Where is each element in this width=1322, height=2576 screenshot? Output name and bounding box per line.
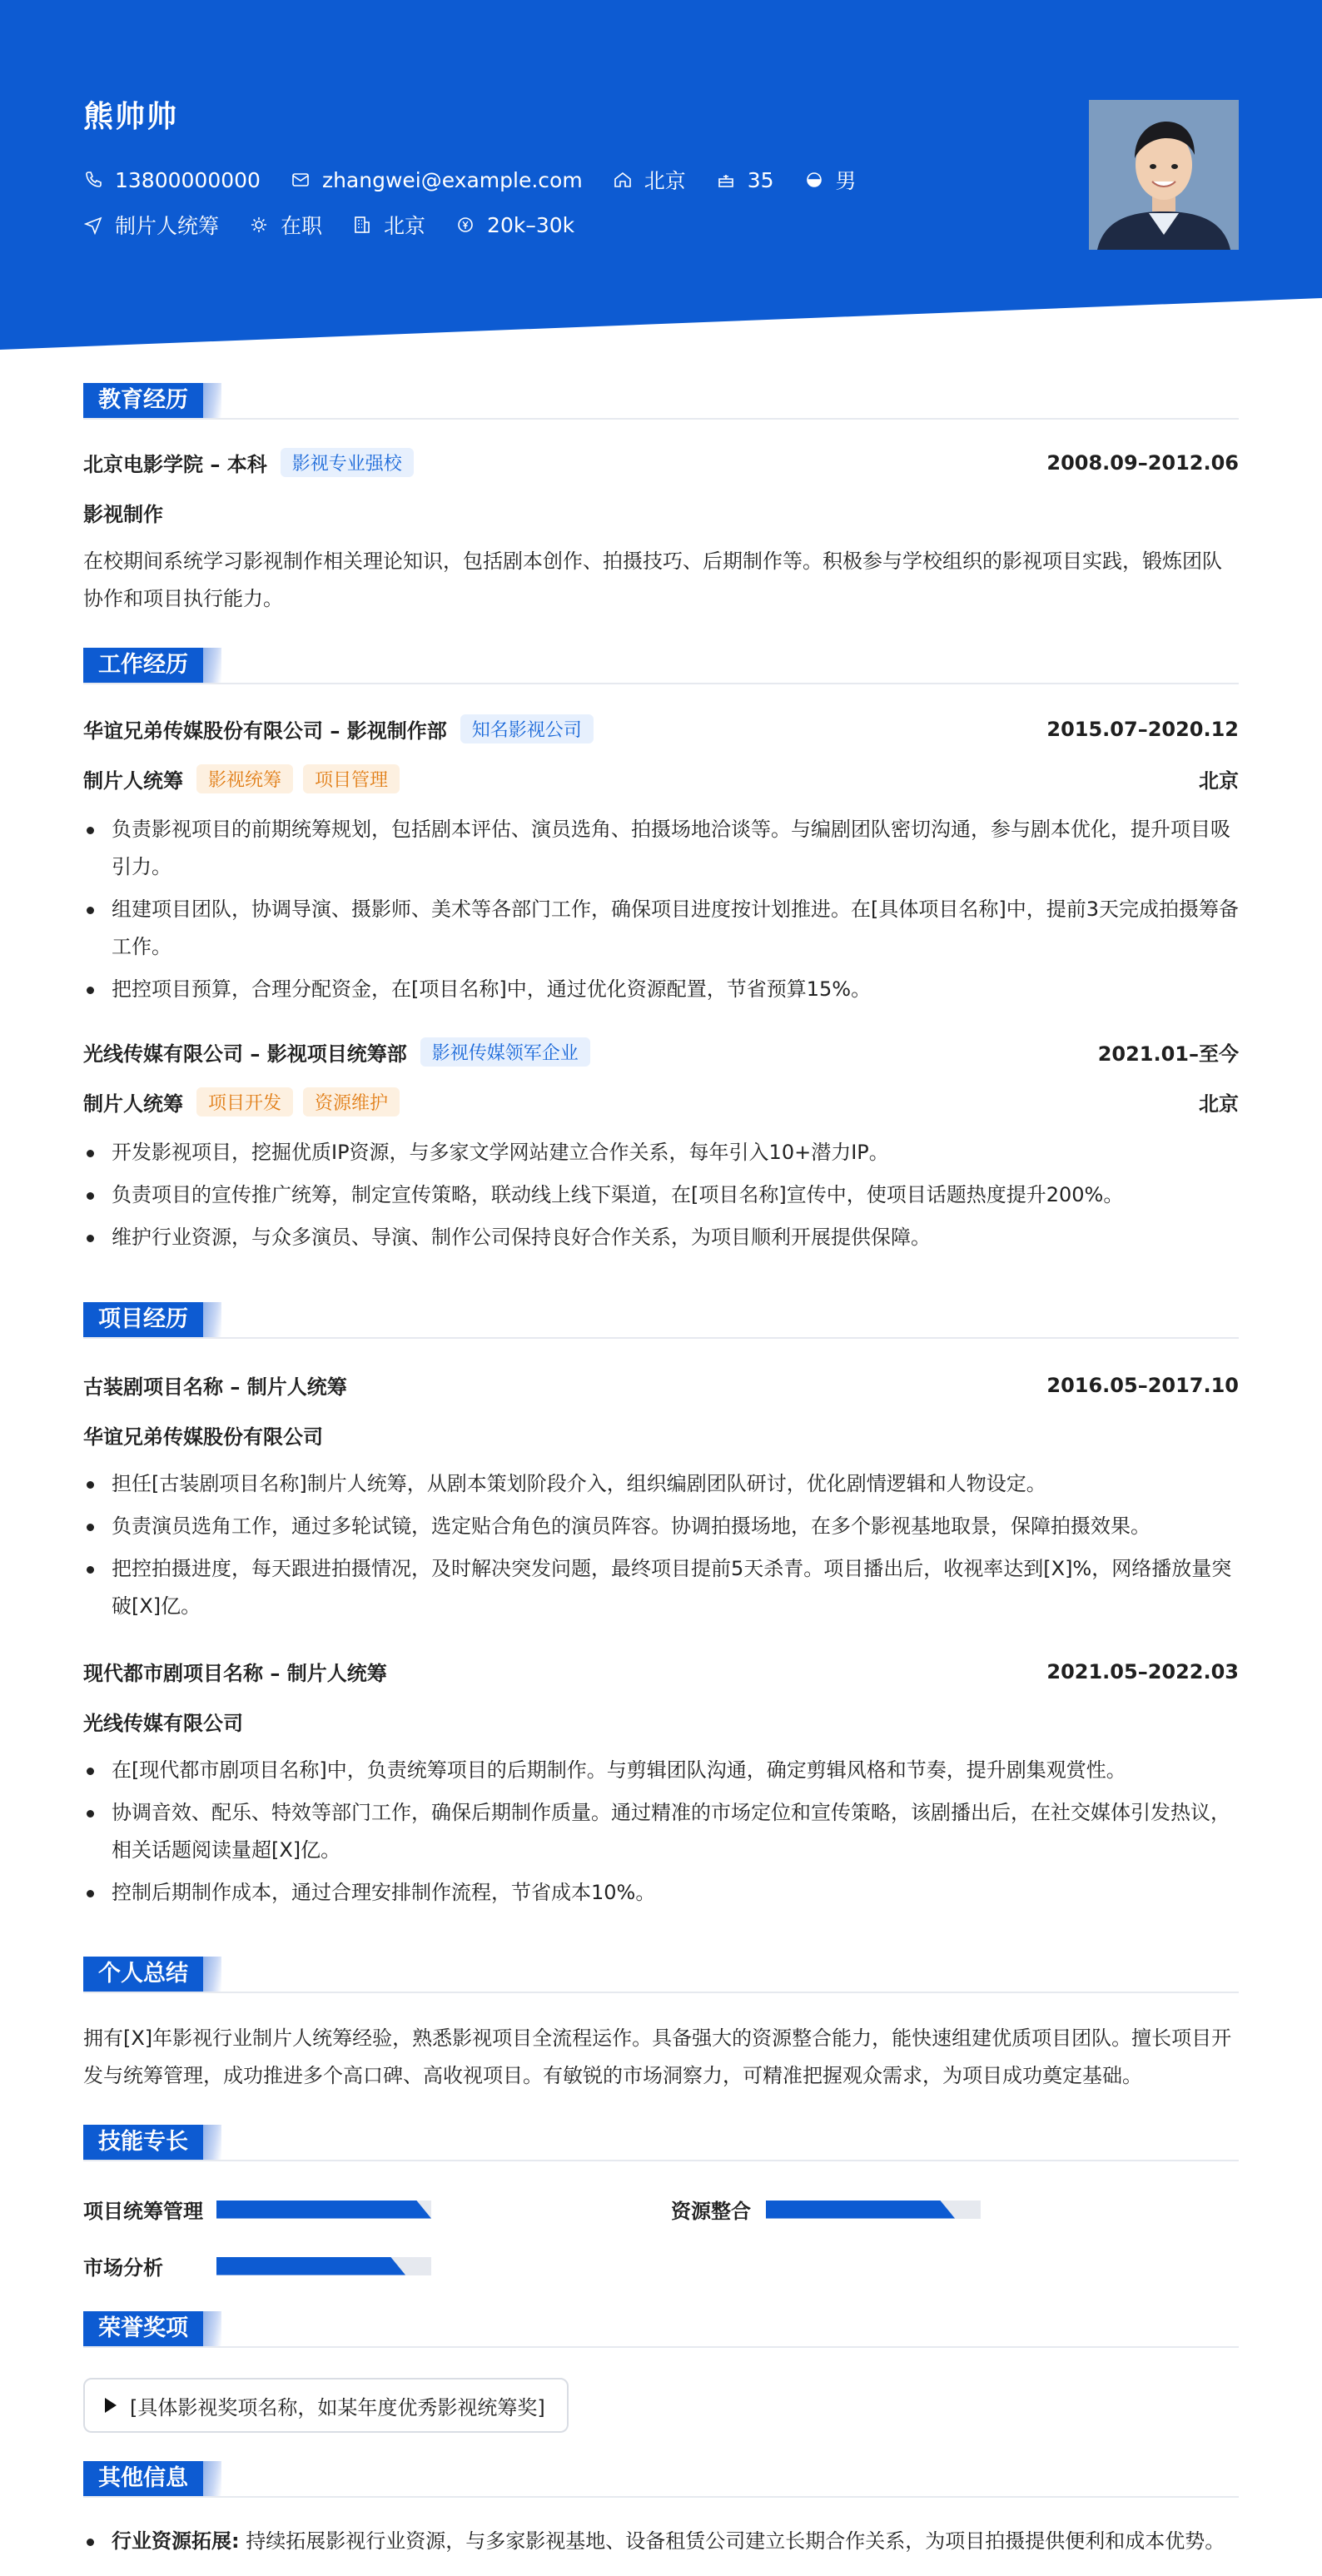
list-item: 负责演员选角工作，通过多轮试镜，选定贴合角色的演员阵容。协调拍摄场地，在多个影视基地取景，保障拍摄效果。 <box>83 1508 1239 1545</box>
project-bullets-1 <box>83 1465 1239 1630</box>
list-item: 担任[古装剧项目名称]制片人统筹，从剧本策划阶段介入，组织编剧团队研讨，优化剧情逻辑和人物设定。 <box>83 1465 1239 1503</box>
send-icon <box>83 215 103 235</box>
work-tag: 资源维护 <box>303 1087 400 1116</box>
position-item <box>83 210 219 240</box>
phone-item <box>83 168 261 192</box>
education-header <box>83 448 1239 477</box>
award-item[interactable] <box>83 2378 569 2433</box>
work-date: 2015.07–2020.12 <box>1046 717 1239 741</box>
skill-bar <box>216 2201 431 2219</box>
section-summary <box>83 1957 1239 1993</box>
section-title-other: 其他信息 <box>83 2461 203 2496</box>
city-text: 北京 <box>644 169 686 193</box>
age-text: 35 <box>747 167 774 192</box>
list-item: 维护行业资源，与众多演员、导演、制作公司保持良好合作关系，为项目顺利开展提供保障。 <box>83 1219 1239 1256</box>
skill-name: 市场分析 <box>83 2256 163 2280</box>
home-icon <box>613 170 633 190</box>
gender-item <box>804 165 857 195</box>
work-tag: 项目管理 <box>303 764 400 793</box>
salary-text: 20k–30k <box>487 212 575 237</box>
phone-icon <box>83 170 103 190</box>
project-company: 华谊兄弟传媒股份有限公司 <box>83 1425 323 1449</box>
list-item <box>83 2523 1239 2560</box>
project-header-2 <box>83 1657 1239 1686</box>
section-title-education: 教育经历 <box>83 383 203 418</box>
work-bullets-1 <box>83 811 1239 1013</box>
list-item: 开发影视项目，挖掘优质IP资源，与多家文学网站建立合作关系，每年引入10+潜力IP。 <box>83 1134 1239 1171</box>
list-item: 把控项目预算，合理分配资金，在[项目名称]中，通过优化资源配置，节省预算15%。 <box>83 971 1239 1008</box>
avatar <box>1089 100 1239 250</box>
gender-text: 男 <box>835 169 857 193</box>
play-icon <box>105 2398 117 2413</box>
skill-item <box>83 2195 431 2224</box>
cake-icon <box>716 170 736 190</box>
section-title-skills: 技能专长 <box>83 2125 203 2160</box>
list-item: 控制后期制作成本，通过合理安排制作流程，节省成本10%。 <box>83 1874 1239 1912</box>
section-title-awards: 荣誉奖项 <box>83 2311 203 2346</box>
skill-fill <box>766 2201 955 2219</box>
section-other <box>83 2461 1239 2498</box>
coin-icon <box>455 215 475 235</box>
status-item <box>249 210 322 240</box>
project-date: 2016.05–2017.10 <box>1046 1373 1239 1397</box>
section-work <box>83 648 1239 684</box>
skill-name: 项目统筹管理 <box>83 2200 203 2223</box>
email-text: zhangwei@example.com <box>321 167 583 192</box>
company-name: 华谊兄弟传媒股份有限公司 – 影视制作部 <box>83 719 447 743</box>
target-city-item <box>352 210 425 240</box>
position-text: 制片人统筹 <box>115 214 220 238</box>
mail-icon <box>291 170 311 190</box>
job-intent-row <box>83 210 604 240</box>
list-item: 把控拍摄进度，每天跟进拍摄情况，及时解决突发问题，最终项目提前5天杀青。项目播出后，收视率达到[X]%，网络播放量突破[X]亿。 <box>83 1550 1239 1625</box>
skill-item <box>83 2251 431 2280</box>
list-item: 负责影视项目的前期统筹规划，包括剧本评估、演员选角、拍摄场地洽谈等。与编剧团队密切沟通，参与剧本优化，提升项目吸引力。 <box>83 811 1239 886</box>
work-role-row-1 <box>83 764 1239 793</box>
list-item: 在[现代都市剧项目名称]中，负责统筹项目的后期制作。与剪辑团队沟通，确定剪辑风格和节奏，提升剧集观赏性。 <box>83 1752 1239 1789</box>
work-role-row-2 <box>83 1087 1239 1116</box>
education-major: 影视制作 <box>83 503 163 526</box>
company-name: 光线传媒有限公司 – 影视项目统筹部 <box>83 1042 407 1066</box>
project-date: 2021.05–2022.03 <box>1046 1659 1239 1683</box>
skill-name: 资源整合 <box>671 2200 751 2223</box>
work-header-2 <box>83 1037 1239 1067</box>
other-list <box>83 2523 1239 2565</box>
project-company: 光线传媒有限公司 <box>83 1712 243 1735</box>
section-awards <box>83 2311 1239 2348</box>
work-tag: 项目开发 <box>196 1087 293 1116</box>
work-date: 2021.01–至今 <box>1097 1042 1239 1066</box>
company-badge: 影视传媒领军企业 <box>420 1037 590 1067</box>
status-text: 在职 <box>281 214 323 238</box>
work-location: 北京 <box>1199 1092 1239 1116</box>
education-date: 2008.09–2012.06 <box>1046 450 1239 475</box>
list-item: 协调音效、配乐、特效等部门工作，确保后期制作质量。通过精准的市场定位和宣传策略，该剧播出后，在社交媒体引发热议，相关话题阅读量超[X]亿。 <box>83 1794 1239 1869</box>
work-header-1 <box>83 714 1239 743</box>
gender-icon <box>804 170 824 190</box>
work-role: 制片人统筹 <box>83 769 183 793</box>
city-item <box>613 165 686 195</box>
project-bullets-2 <box>83 1752 1239 1917</box>
company-badge: 知名影视公司 <box>460 714 594 743</box>
section-education <box>83 383 1239 420</box>
phone-text: 13800000000 <box>115 167 261 192</box>
work-role: 制片人统筹 <box>83 1092 183 1116</box>
section-skills <box>83 2125 1239 2161</box>
skill-bar <box>216 2257 431 2275</box>
email-item <box>291 168 583 192</box>
award-text: [具体影视奖项名称，如某年度优秀影视统筹奖] <box>130 2395 545 2419</box>
project-title: 古装剧项目名称 – 制片人统筹 <box>83 1375 347 1399</box>
work-bullets-2 <box>83 1134 1239 1261</box>
other-text: 持续拓展影视行业资源，与多家影视基地、设备租赁公司建立长期合作关系，为项目拍摄提供便利和成本优势。 <box>246 2529 1225 2553</box>
project-header-1 <box>83 1370 1239 1400</box>
gear-icon <box>249 215 269 235</box>
section-title-summary: 个人总结 <box>83 1957 203 1992</box>
school-name: 北京电影学院 – 本科 <box>83 453 267 476</box>
school-badge: 影视专业强校 <box>281 448 414 477</box>
skill-item <box>671 2195 981 2224</box>
skill-fill <box>216 2257 405 2275</box>
section-title-work: 工作经历 <box>83 648 203 683</box>
education-description: 在校期间系统学习影视制作相关理论知识，包括剧本创作、拍摄技巧、后期制作等。积极参与学校组织的影视项目实践，锻炼团队协作和项目执行能力。 <box>83 550 1222 610</box>
skill-fill <box>216 2201 431 2219</box>
salary-item <box>455 213 574 237</box>
candidate-name: 熊帅帅 <box>83 100 179 134</box>
target-city-text: 北京 <box>384 214 426 238</box>
work-tag: 影视统筹 <box>196 764 293 793</box>
building-icon <box>352 215 372 235</box>
section-title-projects: 项目经历 <box>83 1302 203 1337</box>
skill-bar <box>766 2201 981 2219</box>
age-item <box>716 168 774 192</box>
summary-text: 拥有[X]年影视行业制片人统筹经验，熟悉影视项目全流程运作。具备强大的资源整合能力，能快速组建优质项目团队。擅长项目开发与统筹管理，成功推进多个高口碑、高收视项目。有敏锐的市场洞察力，可精准把握观众需求，为项目成功奠定基础。 <box>83 2026 1232 2087</box>
list-item: 负责项目的宣传推广统筹，制定宣传策略，联动线上线下渠道，在[项目名称]宣传中，使项目话题热度提升200%。 <box>83 1176 1239 1214</box>
work-location: 北京 <box>1199 769 1239 793</box>
other-label: 行业资源拓展: <box>112 2529 240 2553</box>
contact-row <box>83 165 887 195</box>
list-item: 组建项目团队，协调导演、摄影师、美术等各部门工作，确保项目进度按计划推进。在[具体项目名称]中，提前3天完成拍摄筹备工作。 <box>83 891 1239 966</box>
project-title: 现代都市剧项目名称 – 制片人统筹 <box>83 1662 387 1685</box>
section-projects <box>83 1302 1239 1339</box>
